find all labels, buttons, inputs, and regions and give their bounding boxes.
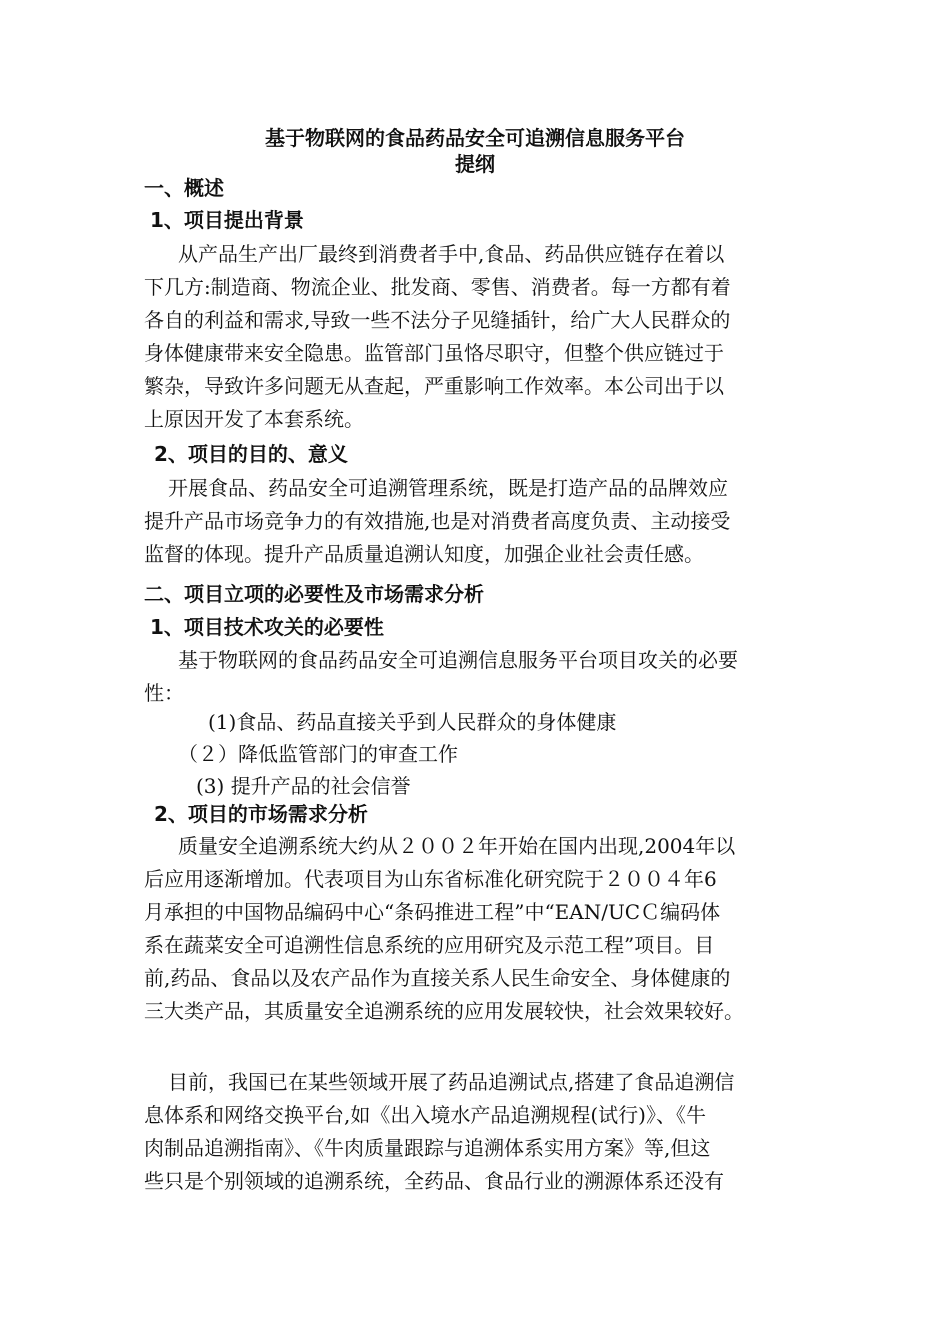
paragraph-line: 开展食品、药品安全可追溯管理系统，既是打造产品的品牌效应 — [168, 476, 728, 500]
paragraph-line: 系在蔬菜安全可追溯性信息系统的应用研究及示范工程”项目。目 — [144, 933, 715, 957]
paragraph-line: 肉制品追溯指南》、《牛肉质量跟踪与追溯体系实用方案》等,但这 — [144, 1136, 711, 1160]
section-heading: 二、项目立项的必要性及市场需求分析 — [144, 582, 484, 606]
paragraph-line: 前,药品、食品以及农产品作为直接关系人民生命安全、身体健康的 — [144, 966, 731, 990]
list-item: (1)食品、药品直接关乎到人民群众的身体健康 — [208, 710, 617, 734]
document-title: 基于物联网的食品药品安全可追溯信息服务平台 — [265, 126, 685, 150]
paragraph-line: 上原因开发了本套系统。 — [144, 407, 364, 431]
paragraph-line: 监督的体现。提升产品质量追溯认知度，加强企业社会责任感。 — [144, 542, 704, 566]
paragraph-line: 身体健康带来安全隐患。监管部门虽恪尽职守，但整个供应链过于 — [144, 341, 724, 365]
paragraph-line: 从产品生产出厂最终到消费者手中,食品、药品供应链存在着以 — [178, 242, 725, 266]
subsection-heading: 2、项目的市场需求分析 — [154, 802, 368, 826]
paragraph-line: 下几方:制造商、物流企业、批发商、零售、消费者。每一方都有着 — [144, 275, 731, 299]
document-subtitle: 提纲 — [455, 152, 495, 176]
subsection-heading: 1、项目提出背景 — [150, 208, 304, 232]
paragraph-line: 繁杂，导致许多问题无从查起，严重影响工作效率。本公司出于以 — [144, 374, 724, 398]
paragraph-line: 提升产品市场竞争力的有效措施,也是对消费者高度负责、主动接受 — [144, 509, 731, 533]
list-item: （２）降低监管部门的审查工作 — [178, 742, 458, 766]
paragraph-line: 些只是个别领域的追溯系统，全药品、食品行业的溯源体系还没有 — [144, 1169, 724, 1193]
paragraph-line: 月承担的中国物品编码中心“条码推进工程”中“EAN/UCＣ编码体 — [144, 900, 721, 924]
paragraph-line: 性： — [144, 681, 184, 705]
paragraph-line: 基于物联网的食品药品安全可追溯信息服务平台项目攻关的必要 — [178, 648, 738, 672]
paragraph-line: 息体系和网络交换平台,如《出入境水产品追溯规程(试行)》、《牛 — [144, 1103, 706, 1127]
subsection-heading: 2、项目的目的、意义 — [154, 442, 348, 466]
paragraph-line: 目前，我国已在某些领域开展了药品追溯试点,搭建了食品追溯信 — [168, 1070, 735, 1094]
list-item: (3) 提升产品的社会信誉 — [196, 774, 411, 798]
paragraph-line: 质量安全追溯系统大约从２００２年开始在国内出现,2004年以 — [178, 834, 736, 858]
subsection-heading: 1、项目技术攻关的必要性 — [150, 615, 384, 639]
paragraph-line: 后应用逐渐增加。代表项目为山东省标准化研究院于２００４年6 — [144, 867, 717, 891]
paragraph-line: 各自的利益和需求,导致一些不法分子见缝插针，给广大人民群众的 — [144, 308, 731, 332]
section-heading: 一、概述 — [144, 176, 224, 200]
paragraph-line: 三大类产品，其质量安全追溯系统的应用发展较快，社会效果较好。 — [144, 999, 744, 1023]
